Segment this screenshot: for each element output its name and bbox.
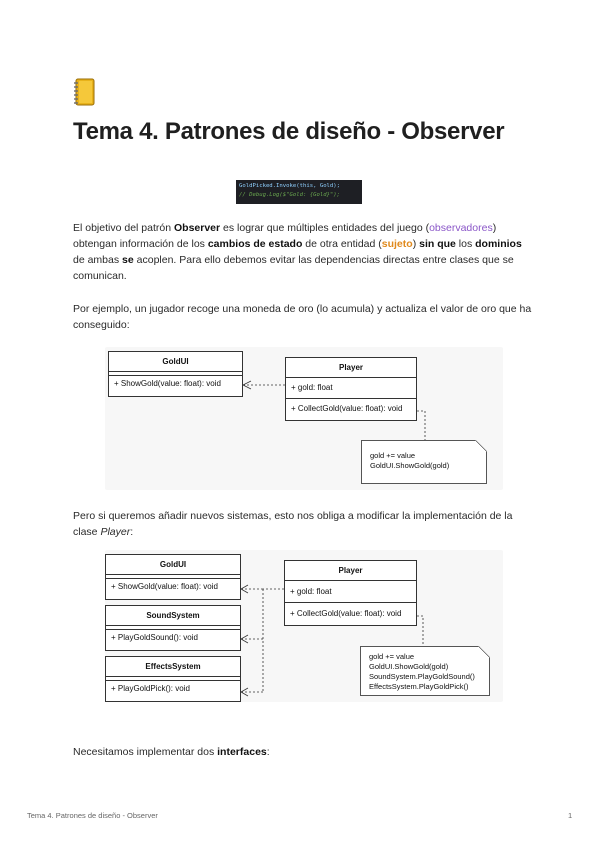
class-goldui [108, 351, 243, 397]
example-paragraph: Por ejemplo, un jugador recoge una moneda de oro (lo acumula) y actualiza el valor de oro que ha conseguido: [73, 303, 532, 331]
class-player-field: + gold: float [291, 383, 333, 392]
class-player-name: Player [285, 561, 416, 581]
note-collect-gold [361, 440, 487, 484]
class-player-method: + CollectGold(value: float): void [286, 398, 416, 419]
note-line: SoundSystem.PlayGoldSound() [369, 672, 475, 681]
note-line: GoldUI.ShowGold(gold) [369, 662, 449, 671]
page-number: 1 [568, 811, 573, 820]
class-player-method: + CollectGold(value: float): void [285, 602, 416, 624]
class-soundsystem-name: SoundSystem [106, 606, 240, 626]
class-player [284, 560, 417, 626]
footer-title: Tema 4. Patrones de diseño - Observer [27, 811, 158, 820]
note-line: gold += value [369, 652, 415, 661]
code-line-1: GoldPicked.Invoke(this, Gold); [239, 183, 341, 189]
interfaces-paragraph: Necesitamos implementar dos interfaces: [73, 746, 270, 758]
class-goldui [105, 554, 241, 600]
class-effectssystem-name: EffectsSystem [106, 657, 240, 677]
note-line: GoldUI.ShowGold(gold) [370, 461, 450, 470]
note-line: EffectsSystem.PlayGoldPick() [369, 682, 469, 691]
highlight-observadores: observadores [429, 222, 493, 234]
class-effectssystem-method: + PlayGoldPick(): void [111, 684, 190, 693]
class-goldui-name: GoldUI [106, 555, 240, 575]
intro-paragraph: El objetivo del patrón Observer es lograr que múltiples entidades del juego (observadores) obtengan información de los cambios de estado de otra entidad (sujeto) sin que los dominios de ambas se acoplen. Para ello debemos evitar las dependencias directas entre clases que se comunican. [73, 222, 522, 282]
notebook-icon [73, 78, 95, 106]
class-player-field: + gold: float [290, 587, 332, 596]
modification-paragraph: Pero si queremos añadir nuevos sistemas, esto nos obliga a modificar la implementación de la clase Player: [73, 510, 513, 538]
class-soundsystem-method: + PlayGoldSound(): void [111, 633, 198, 642]
note-collect-gold [360, 646, 490, 696]
class-player [285, 357, 417, 421]
uml-diagram-simple [105, 347, 503, 490]
class-player-name: Player [286, 358, 416, 378]
note-line: gold += value [370, 451, 416, 460]
class-goldui-method: + ShowGold(value: float): void [111, 582, 218, 591]
class-soundsystem [105, 605, 241, 651]
class-effectssystem [105, 656, 241, 702]
page-title: Tema 4. Patrones de diseño - Observer [73, 118, 505, 145]
code-snippet [236, 180, 362, 204]
class-goldui-method: + ShowGold(value: float): void [114, 379, 221, 388]
uml-diagram-extended [105, 550, 503, 702]
class-goldui-name: GoldUI [109, 352, 242, 372]
highlight-sujeto: sujeto [381, 238, 413, 250]
code-line-2: // Debug.Log($"Gold: {Gold}"); [239, 192, 341, 198]
